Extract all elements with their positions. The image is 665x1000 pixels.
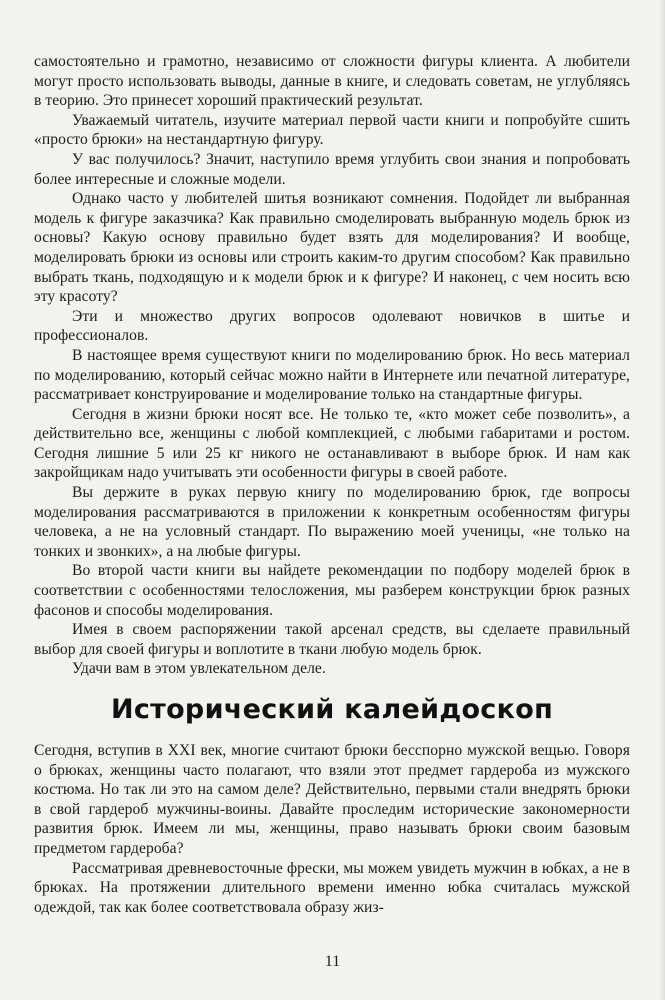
- paragraph-intro-2: Уважаемый читатель, изучите материал первой части книги и попробуйте сшить «просто брюки» на нестандартную фигуру.: [34, 111, 630, 149]
- paragraph-intro-9: Во второй части книги вы найдете рекомендации по подбору моделей брюк в соответствии с особенностями телосложения, мы разберем конструкции брюк разных фасонов и способы моделирования.: [34, 562, 630, 619]
- paragraph-section-1: Сегодня, вступив в XXI век, многие считают брюки бесспорно мужской вещью. Говоря о брюках, женщины часто полагают, что взяли этот предмет гардероба из мужского костюма. Но так ли это на самом деле? Действительно, первыми стали внедрять брюки в свой гардероб мужчины-воины. Давайте проследим исторические закономерности развития брюк. Имеем ли мы, женщины, право называть брюки своим базовым предметом гардероба?: [34, 742, 630, 857]
- paragraph-intro-3: У вас получилось? Значит, наступило время углубить свои знания и попробовать более интересные и сложные модели.: [34, 150, 630, 188]
- paragraph-intro-4: Однако часто у любителей шитья возникают сомнения. Подойдет ли выбранная модель к фигуре заказчика? Как правильно смоделировать выбранную модель брюк из основы? Какую основу правильно будет взять для моделирования? И вообще, моделировать брюки из основы или строить каким-то другим способом? Как правильно выбрать ткань, подходящую и к модели брюк и к фигуре? И наконец, с чем носить всю эту красоту?: [34, 190, 630, 306]
- page-edge-shadow: [659, 0, 665, 1000]
- section-heading: Исторический калейдоскоп: [110, 694, 554, 725]
- paragraph-intro-7: Сегодня в жизни брюки носят все. Не только те, «кто может себе позволить», а действительно все, женщины с любой комплекцией, с любыми габаритами и ростом. Сегодня лишние 5 или 25 кг никого не останавливают в выборе брюк. И нам как закройщикам надо учитывать эти особенности фигуры в своей работе.: [34, 405, 630, 482]
- paragraph-section-2: Рассматривая древневосточные фрески, мы можем увидеть мужчин в юбках, а не в брюках. На протяжении длительного времени именно юбка считалась мужской одеждой, так как более соответствовала образу жиз-: [34, 859, 630, 916]
- page-number: 11: [324, 953, 341, 970]
- page-body: [34, 52, 630, 917]
- paragraph-intro-11: Удачи вам в этом увлекательном деле.: [72, 660, 326, 678]
- paragraph-intro-5: Эти и множество других вопросов одолевают новичков в шитье и профессионалов.: [34, 307, 630, 345]
- paragraph-intro-8: Вы держите в руках первую книгу по моделированию брюк, где вопросы моделирования рассматриваются в приложении к конкретным особенностям фигуры человека, а не на условный стандарт. По выражению моей ученицы, «не только на тонких и звонких», а на любые фигуры.: [34, 484, 630, 560]
- paragraph-intro-10: Имея в своем распоряжении такой арсенал средств, вы сделаете правильный выбор для своей фигуры и воплотите в ткани любую модель брюк.: [34, 621, 630, 658]
- paragraph-intro-1: самостоятельно и грамотно, независимо от сложности фигуры клиента. А любители могут просто использовать выводы, данные в книге, и следовать советам, не углубляясь в теорию. Это принесет хороший практический результат.: [34, 53, 630, 110]
- paragraph-intro-6: В настоящее время существуют книги по моделированию брюк. Но весь материал по моделированию, который сейчас можно найти в Интернете или печатной литературе, рассматривает конструирование и моделирование только на стандартные фигуры.: [34, 346, 630, 404]
